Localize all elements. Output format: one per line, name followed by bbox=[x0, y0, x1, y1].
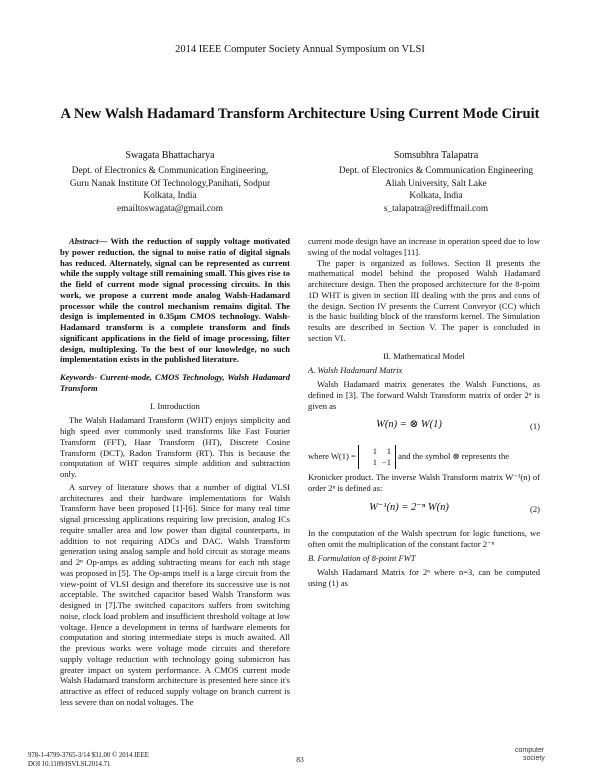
logo-line-2: society bbox=[523, 754, 545, 762]
author-block-2 bbox=[306, 150, 566, 215]
where-line bbox=[308, 445, 540, 469]
where-text-b: and the symbol ⊗ represents the bbox=[398, 451, 510, 462]
matrix-cell: 1 bbox=[372, 457, 377, 468]
abstract-text: — With the reduction of supply voltage motivated by power reduction, the signal to noise ratio of digital signals has reduced. Alternately, signal can be represented as current while the supply voltage still remaining small. This gives rise to the field of current mode signal processing circuits. In this work, we propose a current mode analog Walsh-Hadamard processor while the control mechanism remains digital. The design is implemented in 0.35μm CMOS technology. Walsh-Hadamard transform is a complete transform and finds significant applications in the field of image processing, filter design, multiplexing. To the best of our knowledge, no such implementation exists in the published literature. bbox=[60, 236, 290, 365]
matrix-cell: 1 bbox=[386, 446, 391, 457]
footer-isbn: 978-1-4799-3765-3/14 $31.00 © 2014 IEEE bbox=[28, 752, 149, 759]
intro-continued: current mode design have an increase in operation speed due to low swing of the nodal voltages [11]. bbox=[308, 236, 540, 257]
author-affiliation: Dept. of Electronics & Communication Engineering, bbox=[71, 166, 269, 177]
abstract bbox=[60, 236, 290, 365]
subsection-heading-b: B. Formulation of 8-point FWT bbox=[308, 553, 416, 564]
section-heading-math-model: II. Mathematical Model bbox=[383, 350, 465, 361]
author-email: emailtoswagata@gmail.com bbox=[117, 203, 223, 214]
keywords-label: Keywords- bbox=[60, 372, 98, 382]
subsection-heading-a: A. Walsh Hadamard Matrix bbox=[308, 365, 403, 376]
left-column bbox=[60, 236, 290, 708]
page-number: 83 bbox=[296, 755, 304, 764]
right-column bbox=[308, 236, 540, 589]
section-heading-introduction: I. Introduction bbox=[150, 400, 200, 411]
where-text-a: where W(1) = bbox=[308, 451, 356, 462]
organization-paragraph: The paper is organized as follows. Section II presents the mathematical model behind the proposed Walsh Hadamard architecture design. Then the proposed architecture for the 8-point 1D WHT is given in section III dealing with the pros and cons of the design. Section IV presents the Current Conveyor (CC) which is the basic building block of the transform kernel. The Simulation results are described in Section V. The paper is concluded in section VI. bbox=[308, 257, 540, 343]
footer-doi: DOI 10.1109/ISVLSI.2014.71 bbox=[28, 760, 111, 768]
equation-2-body: W⁻¹(n) = 2⁻ⁿ W(n) bbox=[369, 501, 449, 513]
paper-title: A New Walsh Hadamard Transform Architecture Using Current Mode Ciruit bbox=[60, 106, 540, 122]
intro-paragraph-1: The Walsh Hadamard Transform (WHT) enjoys simplicity and high speed over commonly used transforms like Fast Fourier Transform (FFT), Haar Transform (HT), Discrete Cosine Transform (DCT), Radon Transform (RT). This is because the computation of WHT requires simple addition and subtraction only. bbox=[60, 415, 290, 479]
equation-1 bbox=[308, 415, 540, 441]
logo-line-1: computer bbox=[515, 747, 545, 754]
matrix-cell: 1 bbox=[372, 446, 377, 457]
author-location: Kolkata, India bbox=[409, 191, 463, 202]
matrix-w1 bbox=[358, 445, 396, 469]
matrix-cell: −1 bbox=[381, 457, 391, 468]
kronecker-paragraph: Kronicker product. The inverse Walsh Transform matrix W⁻¹(n) of order 2ⁿ is defined as: bbox=[308, 472, 540, 493]
math-paragraph-3: Walsh Hadamard Matrix for 2ⁿ where n=3, can be computed using (1) as bbox=[308, 567, 540, 588]
equation-1-body: W(n) = ⊗ W(1) bbox=[376, 419, 442, 431]
conference-header: 2014 IEEE Computer Society Annual Symposium on VLSI bbox=[175, 44, 425, 55]
author-name: Somsubhra Talapatra bbox=[393, 150, 479, 161]
author-name: Swagata Bhattacharya bbox=[125, 150, 215, 161]
equation-2-number: (2) bbox=[530, 503, 540, 514]
math-paragraph-1: Walsh Hadamard matrix generates the Walsh Functions, as defined in [3]. The forward Walsh Transform matrix of order 2ⁿ is given as bbox=[308, 379, 540, 411]
author-affiliation: Guru Nanak Institute Of Technology,Panihati, Sodpur bbox=[69, 178, 271, 189]
author-location: Kolkata, India bbox=[143, 191, 197, 202]
author-affiliation: Aliah University, Salt Lake bbox=[385, 178, 487, 189]
author-affiliation: Dept. of Electronics & Communication Engineering bbox=[338, 166, 534, 177]
abstract-label: Abstract bbox=[69, 236, 99, 246]
keywords-text: Current-mode, CMOS Technology, Walsh Hadamard Transform bbox=[60, 372, 290, 393]
math-paragraph-2: In the computation of the Walsh spectrum for logic functions, we often omit the multiplication of the constant factor 2⁻ⁿ bbox=[308, 527, 540, 549]
author-block-1 bbox=[40, 150, 300, 215]
intro-paragraph-2: A survey of literature shows that a number of digital VLSI architectures and their hardware implementations for Walsh Transform have been proposed [1]-[6]. Since for many real time signal processing applications requiring low precision, analog ICs require smaller area and low power than digital counterparts, in addition to not requiring ADCs and DAC. Walsh Transform generation using analog sample and hold circuit as storage means and 2ⁿ Op-amps as adding subtracting means for each nth stage was proposed in [5]. The Op-amps itself is a large circuit from the view-point of VLSI design and therefore its successive use is not acceptable. The switched capacitor based Walsh Transform was designed in [7].The switched capacitors suffers from switching noise, clock load problem and insufficient threshold voltage at low voltage. Hence a development in terms of hardware elements for computation and storing intermediate steps is much awaited. All the previous works were voltage mode circuits and therefore supply voltage reduction with technology going submicron has greater impact on system performance. A CMOS current mode Walsh Hadamard transform architecture is presented here since it's attractive as effect of reduced supply voltage on branch current is less severe than on nodal voltages. The bbox=[60, 481, 290, 707]
equation-1-number: (1) bbox=[530, 421, 540, 432]
author-email: s_talapatra@rediffmail.com bbox=[383, 203, 489, 214]
equation-2 bbox=[308, 498, 540, 524]
keywords bbox=[60, 372, 290, 394]
computer-society-logo bbox=[515, 747, 545, 762]
